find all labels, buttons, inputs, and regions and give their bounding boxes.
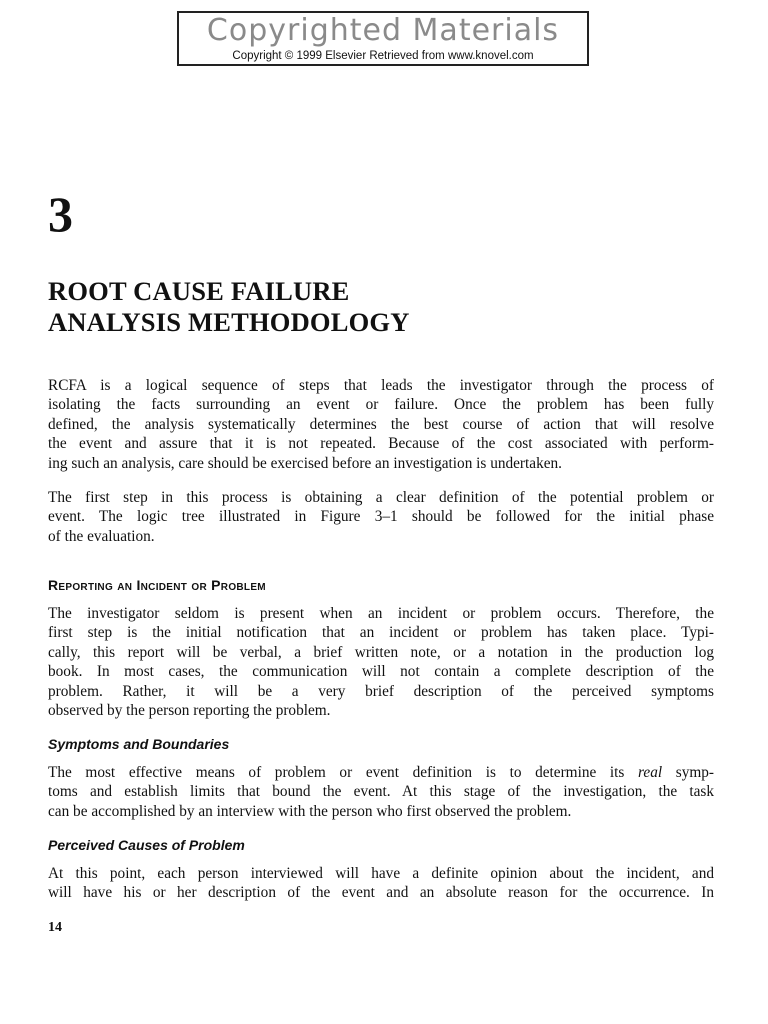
text-line: will have his or her description of the event and an absolute reason for the occurrence. In: [48, 884, 714, 902]
text-line: observed by the person reporting the problem.: [48, 702, 331, 720]
chapter-number: 3: [48, 186, 73, 242]
text-line: the event and assure that it is not repeated. Because of the cost associated with perform-: [48, 435, 714, 453]
watermark-subtitle: Copyright © 1999 Elsevier Retrieved from www.knovel.com: [232, 50, 534, 62]
section-heading: Reporting an Incident or Problem: [48, 577, 266, 593]
text-line: RCFA is a logical sequence of steps that leads the investigator through the process of: [48, 377, 714, 394]
symptoms-paragraph: [48, 763, 714, 821]
text-line: isolating the facts surrounding an event or failure. Once the problem has been fully: [48, 396, 714, 414]
section-paragraph: [48, 604, 714, 720]
subsection-heading-symptoms: Symptoms and Boundaries: [48, 736, 230, 752]
copyright-watermark: [177, 11, 589, 66]
text-line: problem. Rather, it will be a very brief description of the perceived symptoms: [48, 682, 714, 700]
text-line: cally, this report will be verbal, a brief written note, or a notation in the production log: [48, 643, 714, 661]
chapter-title: [48, 276, 718, 338]
text-line: defined, the analysis systematically determines the best course of action that will resolve: [48, 415, 714, 433]
text-line: event. The logic tree illustrated in Figure 3–1 should be followed for the initial phase: [48, 508, 714, 526]
watermark-title: Copyrighted Materials: [206, 13, 560, 48]
text-line: book. In most cases, the communication will not contain a complete description of the: [48, 663, 714, 681]
text-line: first step is the initial notification that an incident or problem has taken place. Typi-: [48, 624, 714, 642]
intro-paragraph-2: [48, 488, 714, 546]
text-line: toms and establish limits that bound the event. At this stage of the investigation, the task: [48, 783, 714, 801]
subsection-heading-perceived: Perceived Causes of Problem: [48, 837, 245, 853]
text-line: [48, 763, 714, 782]
text-segment: The most effective means of problem or event definition is to determine its: [48, 764, 639, 781]
text-line: At this point, each person interviewed will have a definite opinion about the incident, and: [48, 865, 714, 882]
chapter-title-line: ROOT CAUSE FAILURE: [48, 276, 350, 306]
text-line: The investigator seldom is present when an incident or problem occurs. Therefore, the: [48, 605, 714, 622]
intro-paragraph-1: [48, 376, 714, 473]
text-line: of the evaluation.: [48, 527, 155, 545]
perceived-paragraph: [48, 864, 714, 903]
page-number: 14: [48, 920, 62, 935]
text-line: can be accomplished by an interview with the person who first observed the problem.: [48, 802, 572, 820]
chapter-title-line: ANALYSIS METHODOLOGY: [48, 307, 410, 337]
text-segment: symp-: [662, 764, 714, 781]
emphasis-text: real: [638, 764, 663, 781]
text-line: The first step in this process is obtaining a clear definition of the potential problem or: [48, 489, 714, 506]
text-line: ing such an analysis, care should be exercised before an investigation is undertaken.: [48, 454, 562, 472]
